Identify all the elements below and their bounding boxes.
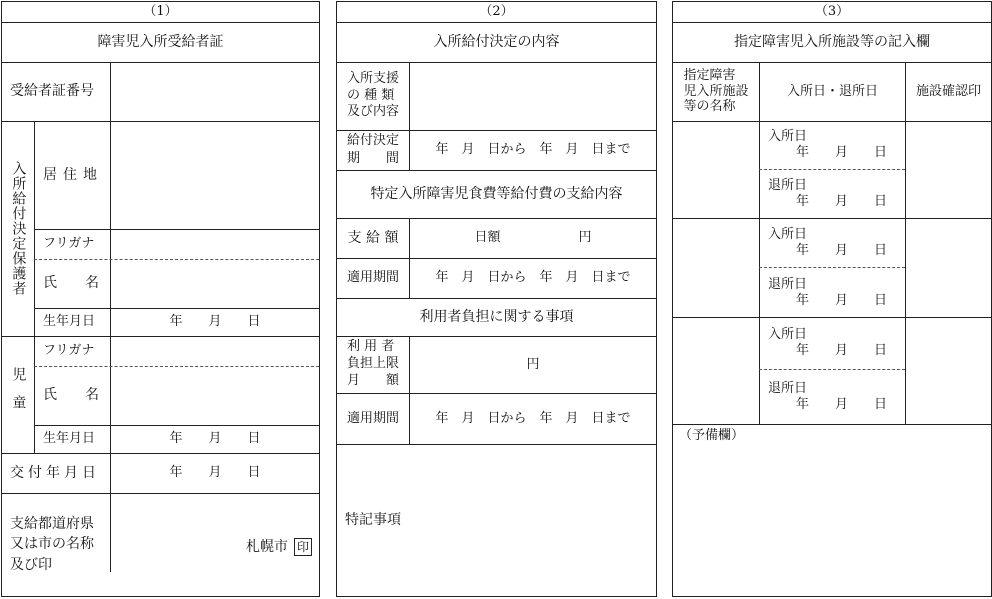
inout-date-label: 入所日・退所日 [786, 83, 878, 99]
facility-name-field-1[interactable] [673, 121, 759, 218]
admission-label: 入所日 [768, 327, 808, 343]
admission-date-1[interactable] [760, 121, 905, 169]
child-group-label: 児童 [10, 366, 27, 423]
panel-benefit-decision [336, 1, 657, 597]
admission-date-3[interactable] [760, 317, 905, 369]
burden-limit-label: 利 用 者 負担上限 月 額 [346, 339, 399, 388]
panel1-title: 障害児入所受給者証 [97, 33, 224, 50]
amount-label: 支 給 額 [347, 229, 399, 246]
discharge-date-2[interactable] [760, 268, 905, 317]
discharge-date-1[interactable] [760, 170, 905, 218]
panel3-number: （3） [814, 4, 850, 20]
guardian-birth-label: 生年月日 [43, 314, 96, 330]
burden-apply-period-label: 適用期間 [346, 410, 399, 426]
burden-limit-field[interactable]: 円 [526, 356, 540, 372]
support-type-label: 入所支援 の 種 類 及び内容 [346, 70, 399, 120]
address-field[interactable] [111, 121, 319, 229]
panel2-title: 入所給付決定の内容 [433, 33, 560, 50]
notes-label: 特記事項 [345, 511, 401, 528]
issue-date-field[interactable]: 年 月 日 [169, 465, 261, 481]
child-birth-label: 生年月日 [43, 431, 96, 447]
guardian-group-label: 入所給付決定保護者 [10, 161, 27, 296]
confirm-seal-field-2[interactable] [906, 218, 991, 317]
discharge-label: 退所日 [768, 178, 808, 194]
reserve-field[interactable] [673, 446, 991, 596]
meal-benefit-title: 特定入所障害児食費等給付費の支給内容 [370, 185, 623, 202]
admission-date-2[interactable] [760, 218, 905, 267]
admission-label: 入所日 [768, 129, 808, 145]
discharge-label: 退所日 [768, 381, 808, 397]
confirm-seal-label: 施設確認印 [915, 83, 981, 99]
child-birth-field[interactable]: 年 月 日 [169, 431, 261, 447]
admission-ymd: 年 月 日 [796, 145, 888, 160]
decision-period-field[interactable]: 年 月 日から 年 月 日まで [435, 142, 631, 158]
child-name-label: 氏 名 [43, 387, 99, 404]
child-furigana-field[interactable] [111, 336, 319, 366]
recipient-number-field[interactable] [111, 62, 319, 121]
confirm-seal-field-1[interactable] [906, 121, 991, 218]
child-name-field[interactable] [111, 366, 319, 425]
facility-name-field-3[interactable] [673, 317, 759, 424]
admission-ymd: 年 月 日 [796, 343, 888, 358]
guardian-furigana-label: フリガナ [43, 236, 95, 252]
burden-title: 利用者負担に関する事項 [419, 308, 574, 325]
facility-name-field-2[interactable] [673, 218, 759, 317]
amount-field[interactable]: 日額 円 [474, 230, 592, 246]
discharge-ymd: 年 月 日 [796, 194, 888, 209]
discharge-ymd: 年 月 日 [796, 292, 888, 308]
discharge-date-3[interactable] [760, 370, 905, 424]
facility-name-label: 指定障害 児入所施設 等の名称 [683, 68, 749, 115]
decision-period-label: 給付決定 期 間 [346, 133, 399, 166]
reserve-label: （予備欄） [679, 428, 745, 444]
burden-apply-period-field[interactable]: 年 月 日から 年 月 日まで [435, 410, 631, 426]
authority-label: 支給都道府県 又は市の名称 及び印 [10, 516, 94, 573]
panel3-title: 指定障害児入所施設等の記入欄 [734, 33, 930, 50]
city-name: 札幌市 [245, 538, 288, 555]
meal-apply-period-field[interactable]: 年 月 日から 年 月 日まで [435, 270, 631, 286]
panel-recipient-certificate [1, 1, 320, 597]
confirm-seal-field-3[interactable] [906, 317, 991, 424]
guardian-name-field[interactable] [111, 259, 319, 308]
admission-ymd: 年 月 日 [796, 242, 888, 258]
panel-facility-entry [672, 1, 992, 597]
address-label: 居住地 [43, 166, 103, 183]
guardian-name-label: 氏 名 [43, 275, 99, 292]
recipient-number-label: 受給者証番号 [10, 83, 94, 100]
discharge-ymd: 年 月 日 [796, 397, 888, 412]
support-type-field[interactable] [410, 62, 656, 130]
guardian-furigana-field[interactable] [111, 229, 319, 259]
guardian-birth-field[interactable]: 年 月 日 [169, 314, 261, 330]
seal-icon: 印 [294, 538, 312, 556]
meal-apply-period-label: 適用期間 [346, 270, 399, 286]
panel1-number: （1） [143, 4, 178, 20]
panel2-number: （2） [479, 4, 514, 20]
admission-label: 入所日 [768, 226, 808, 242]
child-furigana-label: フリガナ [43, 343, 95, 359]
discharge-label: 退所日 [768, 276, 808, 292]
issue-date-label: 交付年月日 [10, 464, 100, 481]
authority-seal-area [202, 532, 312, 562]
